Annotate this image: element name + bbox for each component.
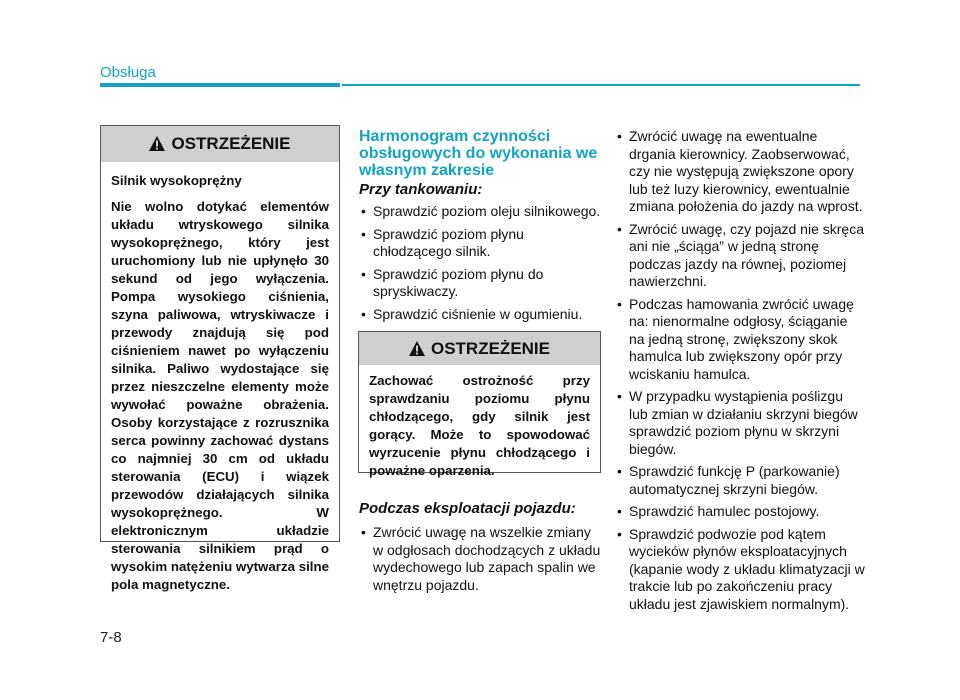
warning-box-diesel <box>100 125 340 592</box>
list-item: • Zwrócić uwagę na ewentualne drgania kierownicy. Zaobserwować, czy nie występują zwiększone opory lub też luzy kierownicy, ewentualnie zmiana położenia do jazdy na wprost. <box>615 128 865 216</box>
header-bar-thin <box>342 84 860 86</box>
warning-triangle-icon <box>149 128 165 164</box>
warning-body <box>101 162 339 604</box>
section-label: Obsługa <box>100 64 156 81</box>
list-item: • Zwrócić uwagę, czy pojazd nie skręca ani nie „ściąga” w jedną stronę podczas jazdy na równej, poziomej nawierzchni. <box>615 221 865 291</box>
warning-header <box>359 332 600 365</box>
warning-title: OSTRZEŻENIE <box>171 134 291 153</box>
list-item: • Sprawdzić ciśnienie w ogumieniu. <box>359 306 603 324</box>
section-title: Harmonogram czynności obsługowych do wykonania we własnym zakresie <box>359 128 598 179</box>
warning-title: OSTRZEŻENIE <box>430 339 550 358</box>
refuel-list <box>359 203 603 328</box>
checks-list <box>615 128 865 618</box>
header-bar-thick <box>100 83 340 87</box>
warning-text: Zachować ostrożność przy sprawdzaniu poziomu płynu chłodzącego, gdy silnik jest gorący. Może to spowodować wyrzucenie płynu chłodzącego i poważne oparzenia. <box>369 373 590 478</box>
list-item: • Podczas hamowania zwrócić uwagę na: nienormalne odgłosy, ściąganie na jedną stronę, zwiększony skok hamulca lub zwiększony opór przy wciskaniu hamulca. <box>615 296 865 384</box>
list-item: • Sprawdzić funkcję P (parkowanie) automatycznej skrzyni biegów. <box>615 463 865 498</box>
list-item: • Sprawdzić hamulec postojowy. <box>615 503 865 521</box>
list-item: • Sprawdzić podwozie pod kątem wycieków płynów eksploatacyjnych (kapanie wody z układu klimatyzacji w trakcie lub po zakończeniu pracy układu jest zjawiskiem normalnym). <box>615 526 865 614</box>
warning-box-coolant <box>358 331 601 478</box>
operation-heading: Podczas eksploatacji pojazdu: <box>359 500 576 517</box>
list-item: • Zwrócić uwagę na wszelkie zmiany w odgłosach dochodzących z układu wydechowego lub zapach spalin we wnętrzu pojazdu. <box>359 524 603 594</box>
warning-triangle-icon <box>409 334 425 367</box>
warning-heading: Silnik wysokoprężny <box>111 173 242 188</box>
warning-text: Nie wolno dotykać elementów układu wtryskowego silnika wysokoprężnego, który jest uruchomiony lub nie upłynęło 30 sekund od jego wyłączenia. Pompa wysokiego ciśnienia, szyna paliwowa, wtryskiwacze i przewody znajdują się pod ciśnieniem nawet po wyłączeniu silnika. Paliwo wydostające się przez nieszczelne elementy może wywołać poważne obrażenia. Osoby korzystające z rozrusznika serca powinny zachować dystans co najmniej 30 cm od układu sterowania (ECU) i wiązek przewodów działających silnika wysokoprężnego. W elektronicznym układzie sterowania silnikiem prąd o wysokim natężeniu wytwarza silne pola magnetyczne. <box>111 199 329 592</box>
refuel-heading: Przy tankowaniu: <box>359 181 483 198</box>
list-item: • Sprawdzić poziom płynu do spryskiwaczy. <box>359 266 603 301</box>
list-item: • Sprawdzić poziom płynu chłodzącego silnik. <box>359 226 603 261</box>
warning-body <box>359 365 600 490</box>
operation-list <box>359 524 603 599</box>
page-number: 7-8 <box>100 629 122 646</box>
list-item: • W przypadku wystąpienia poślizgu lub zmian w działaniu skrzyni biegów sprawdzić poziom płynu w skrzyni biegów. <box>615 388 865 458</box>
warning-header <box>101 126 339 162</box>
list-item: • Sprawdzić poziom oleju silnikowego. <box>359 203 603 221</box>
